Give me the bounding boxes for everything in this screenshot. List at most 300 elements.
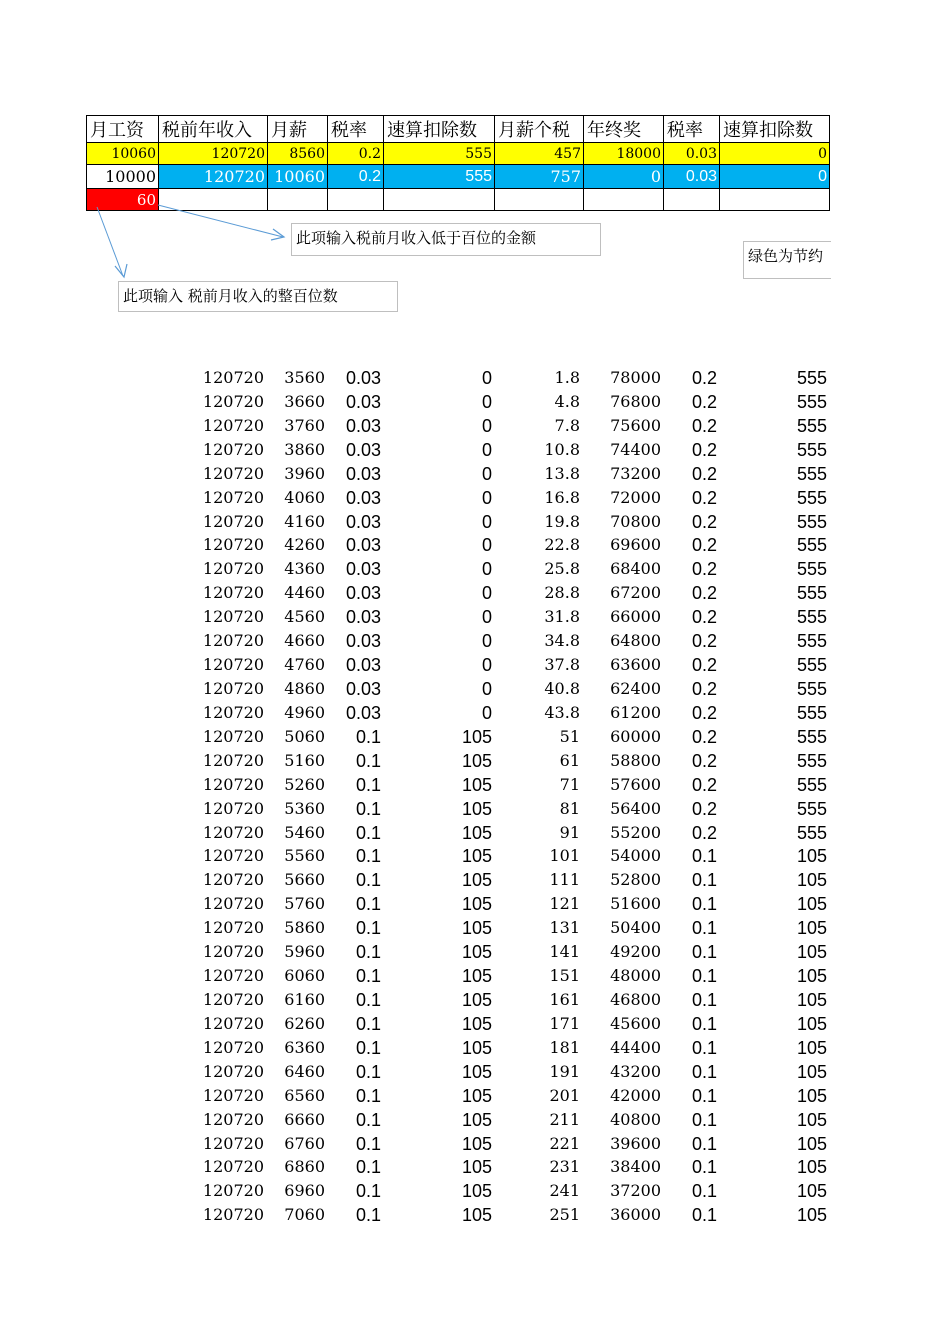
data-cell[interactable]: 120720	[202, 368, 264, 387]
data-cell[interactable]: 161	[549, 989, 580, 1009]
data-cell[interactable]: 101	[549, 846, 580, 866]
data-cell[interactable]: 120720	[202, 966, 264, 986]
data-cell[interactable]: 58800	[610, 750, 661, 770]
data-cell[interactable]: 43.8	[544, 702, 580, 722]
data-cell[interactable]: 105	[461, 1037, 492, 1058]
data-cell[interactable]: 171	[549, 1013, 580, 1033]
data-cell[interactable]: 555	[796, 511, 827, 532]
cell[interactable]: 10000	[87, 165, 159, 189]
data-cell[interactable]: 0.2	[691, 463, 717, 484]
data-cell[interactable]: 251	[549, 1205, 580, 1225]
data-cell[interactable]: 34.8	[544, 631, 580, 651]
data-cell[interactable]: 0	[481, 415, 492, 436]
data-cell[interactable]: 0.1	[355, 726, 381, 747]
data-cell[interactable]: 4060	[284, 487, 325, 507]
data-cell[interactable]: 0.03	[345, 487, 381, 508]
data-cell[interactable]: 105	[796, 1037, 827, 1058]
data-cell[interactable]: 4160	[284, 511, 325, 531]
data-cell[interactable]: 0	[481, 511, 492, 532]
data-cell[interactable]: 6960	[284, 1181, 325, 1201]
data-cell[interactable]: 105	[461, 966, 492, 987]
data-cell[interactable]: 40.8	[544, 678, 580, 698]
data-cell[interactable]: 0	[481, 678, 492, 699]
data-cell[interactable]: 0.1	[691, 918, 717, 939]
data-cell[interactable]: 111	[549, 870, 580, 890]
data-cell[interactable]: 0.2	[691, 822, 717, 843]
data-cell[interactable]: 5060	[284, 726, 325, 746]
data-cell[interactable]: 39600	[610, 1133, 661, 1153]
data-cell[interactable]: 6660	[284, 1109, 325, 1129]
data-cell[interactable]: 6560	[284, 1085, 325, 1105]
data-cell[interactable]: 211	[549, 1109, 580, 1129]
cell[interactable]: 0	[720, 165, 830, 189]
data-cell[interactable]: 181	[549, 1037, 580, 1057]
data-cell[interactable]: 555	[796, 487, 827, 508]
data-cell[interactable]: 3960	[284, 463, 325, 483]
data-cell[interactable]: 4660	[284, 631, 325, 651]
data-cell[interactable]: 71	[559, 774, 580, 794]
header-cell[interactable]: 速算扣除数	[384, 116, 495, 143]
data-cell[interactable]: 120720	[202, 583, 264, 603]
header-cell[interactable]: 年终奖	[584, 116, 664, 143]
data-cell[interactable]: 0.2	[691, 774, 717, 795]
cell[interactable]: 0	[584, 165, 664, 189]
data-cell[interactable]: 0.03	[345, 415, 381, 436]
data-cell[interactable]: 74400	[610, 439, 661, 459]
data-cell[interactable]: 231	[549, 1157, 580, 1177]
data-cell[interactable]: 42000	[610, 1085, 661, 1105]
data-cell[interactable]: 0.1	[355, 1037, 381, 1058]
data-cell[interactable]: 0.1	[691, 942, 717, 963]
data-cell[interactable]: 555	[796, 655, 827, 676]
data-cell[interactable]: 0.2	[691, 702, 717, 723]
data-cell[interactable]: 0.2	[691, 726, 717, 747]
data-cell[interactable]: 0.1	[355, 1157, 381, 1178]
data-cell[interactable]: 78000	[610, 368, 661, 387]
data-cell[interactable]: 120720	[202, 750, 264, 770]
data-cell[interactable]: 105	[796, 1181, 827, 1202]
data-cell[interactable]: 36000	[610, 1205, 661, 1225]
data-cell[interactable]: 60000	[610, 726, 661, 746]
data-cell[interactable]: 120720	[202, 559, 264, 579]
data-cell[interactable]: 6460	[284, 1061, 325, 1081]
header-cell[interactable]: 速算扣除数	[720, 116, 830, 143]
data-cell[interactable]: 105	[461, 774, 492, 795]
data-cell[interactable]: 105	[796, 989, 827, 1010]
data-cell[interactable]: 120720	[202, 726, 264, 746]
data-cell[interactable]: 105	[796, 870, 827, 891]
data-cell[interactable]: 67200	[610, 583, 661, 603]
data-cell[interactable]: 120720	[202, 1133, 264, 1153]
data-cell[interactable]: 0.03	[345, 631, 381, 652]
data-cell[interactable]: 0	[481, 463, 492, 484]
data-cell[interactable]: 0.1	[691, 989, 717, 1010]
data-cell[interactable]: 105	[461, 1061, 492, 1082]
data-cell[interactable]: 105	[796, 1133, 827, 1154]
data-cell[interactable]: 555	[796, 415, 827, 436]
data-cell[interactable]: 0	[481, 535, 492, 556]
cell[interactable]: 457	[495, 143, 584, 165]
data-cell[interactable]: 0.1	[691, 870, 717, 891]
data-cell[interactable]: 0.03	[345, 439, 381, 460]
data-cell[interactable]: 151	[549, 966, 580, 986]
data-cell[interactable]: 105	[461, 1085, 492, 1106]
data-cell[interactable]: 0	[481, 583, 492, 604]
data-cell[interactable]: 0.03	[345, 535, 381, 556]
data-cell[interactable]: 4360	[284, 559, 325, 579]
data-cell[interactable]: 120720	[202, 1037, 264, 1057]
data-cell[interactable]: 4860	[284, 678, 325, 698]
data-cell[interactable]: 105	[796, 1061, 827, 1082]
data-cell[interactable]: 0.2	[691, 439, 717, 460]
data-cell[interactable]: 0.1	[691, 1013, 717, 1034]
data-cell[interactable]: 37200	[610, 1181, 661, 1201]
data-cell[interactable]: 105	[461, 1157, 492, 1178]
data-cell[interactable]: 0.1	[355, 1061, 381, 1082]
data-cell[interactable]: 81	[559, 798, 580, 818]
data-cell[interactable]: 57600	[610, 774, 661, 794]
data-cell[interactable]: 62400	[610, 678, 661, 698]
data-cell[interactable]: 6160	[284, 989, 325, 1009]
data-cell[interactable]: 121	[549, 894, 580, 914]
data-cell[interactable]: 105	[461, 870, 492, 891]
data-cell[interactable]: 46800	[610, 989, 661, 1009]
data-cell[interactable]: 0.1	[691, 1181, 717, 1202]
data-cell[interactable]: 0.1	[355, 798, 381, 819]
data-cell[interactable]: 0.1	[355, 966, 381, 987]
data-cell[interactable]: 37.8	[544, 655, 580, 675]
data-cell[interactable]: 49200	[610, 942, 661, 962]
data-cell[interactable]: 105	[461, 822, 492, 843]
header-cell[interactable]: 月薪个税	[495, 116, 584, 143]
data-cell[interactable]: 0.03	[345, 391, 381, 412]
data-cell[interactable]: 31.8	[544, 607, 580, 627]
data-cell[interactable]: 141	[549, 942, 580, 962]
data-cell[interactable]: 105	[796, 1109, 827, 1130]
data-cell[interactable]: 191	[549, 1061, 580, 1081]
data-cell[interactable]: 555	[796, 822, 827, 843]
data-cell[interactable]: 16.8	[544, 487, 580, 507]
data-cell[interactable]: 120720	[202, 439, 264, 459]
cell[interactable]: 0.2	[328, 143, 384, 165]
data-cell[interactable]: 0.03	[345, 583, 381, 604]
data-cell[interactable]: 241	[549, 1181, 580, 1201]
data-cell[interactable]: 131	[549, 918, 580, 938]
data-cell[interactable]: 0.03	[345, 702, 381, 723]
header-cell[interactable]: 税前年收入	[159, 116, 268, 143]
data-cell[interactable]: 120720	[202, 702, 264, 722]
data-cell[interactable]: 105	[461, 894, 492, 915]
data-cell[interactable]: 0	[481, 607, 492, 628]
data-cell[interactable]: 105	[461, 798, 492, 819]
data-cell[interactable]: 66000	[610, 607, 661, 627]
data-cell[interactable]: 0.03	[345, 559, 381, 580]
data-cell[interactable]: 105	[796, 894, 827, 915]
data-cell[interactable]: 120720	[202, 1181, 264, 1201]
data-cell[interactable]: 69600	[610, 535, 661, 555]
data-cell[interactable]: 105	[461, 1205, 492, 1226]
data-cell[interactable]: 0.2	[691, 607, 717, 628]
data-cell[interactable]: 120720	[202, 1205, 264, 1225]
data-cell[interactable]: 105	[461, 750, 492, 771]
data-cell[interactable]: 120720	[202, 631, 264, 651]
data-cell[interactable]: 25.8	[544, 559, 580, 579]
data-cell[interactable]: 0.1	[355, 750, 381, 771]
data-cell[interactable]: 105	[796, 942, 827, 963]
data-cell[interactable]: 120720	[202, 918, 264, 938]
data-cell[interactable]: 0.2	[691, 487, 717, 508]
data-cell[interactable]: 0.1	[691, 1109, 717, 1130]
note-hundreds[interactable]: 此项输入 税前月收入的整百位数	[118, 281, 398, 312]
data-cell[interactable]: 105	[461, 1013, 492, 1034]
data-cell[interactable]: 0.2	[691, 511, 717, 532]
data-cell[interactable]: 13.8	[544, 463, 580, 483]
data-cell[interactable]: 555	[796, 678, 827, 699]
data-cell[interactable]: 120720	[202, 846, 264, 866]
data-cell[interactable]: 555	[796, 391, 827, 412]
data-cell[interactable]: 19.8	[544, 511, 580, 531]
data-cell[interactable]: 0.1	[355, 846, 381, 867]
data-cell[interactable]: 120720	[202, 989, 264, 1009]
data-cell[interactable]: 5360	[284, 798, 325, 818]
data-cell[interactable]: 0.1	[355, 774, 381, 795]
data-cell[interactable]: 105	[461, 846, 492, 867]
data-cell[interactable]: 0.1	[691, 1133, 717, 1154]
data-cell[interactable]: 105	[796, 918, 827, 939]
data-cell[interactable]: 64800	[610, 631, 661, 651]
data-cell[interactable]: 120720	[202, 1085, 264, 1105]
data-cell[interactable]: 105	[796, 1085, 827, 1106]
data-cell[interactable]: 5960	[284, 942, 325, 962]
data-cell[interactable]: 105	[796, 846, 827, 867]
data-cell[interactable]: 0.2	[691, 750, 717, 771]
data-cell[interactable]: 6260	[284, 1013, 325, 1033]
cell[interactable]: 0.03	[664, 143, 720, 165]
cell[interactable]: 120720	[159, 143, 268, 165]
data-cell[interactable]: 0.2	[691, 583, 717, 604]
data-cell[interactable]: 105	[461, 726, 492, 747]
data-cell[interactable]: 0	[481, 631, 492, 652]
data-cell[interactable]: 0.1	[691, 846, 717, 867]
data-cell[interactable]: 120720	[202, 774, 264, 794]
data-cell[interactable]: 50400	[610, 918, 661, 938]
data-cell[interactable]: 120720	[202, 511, 264, 531]
data-cell[interactable]: 120720	[202, 1061, 264, 1081]
data-cell[interactable]: 22.8	[544, 535, 580, 555]
data-cell[interactable]: 61	[559, 750, 580, 770]
data-cell[interactable]: 221	[549, 1133, 580, 1153]
data-cell[interactable]: 0.2	[691, 391, 717, 412]
data-cell[interactable]: 105	[796, 966, 827, 987]
data-cell[interactable]: 120720	[202, 391, 264, 411]
data-cell[interactable]: 120720	[202, 822, 264, 842]
header-cell[interactable]: 月薪	[268, 116, 328, 143]
data-cell[interactable]: 0	[481, 391, 492, 412]
data-cell[interactable]: 91	[559, 822, 580, 842]
data-cell[interactable]: 10.8	[544, 439, 580, 459]
data-cell[interactable]: 120720	[202, 1109, 264, 1129]
data-cell[interactable]: 105	[796, 1157, 827, 1178]
data-cell[interactable]: 0.2	[691, 655, 717, 676]
data-cell[interactable]: 120720	[202, 942, 264, 962]
data-cell[interactable]: 555	[796, 583, 827, 604]
cell[interactable]: 8560	[268, 143, 328, 165]
data-cell[interactable]: 555	[796, 702, 827, 723]
data-cell[interactable]: 0.2	[691, 368, 717, 388]
data-cell[interactable]: 5560	[284, 846, 325, 866]
cell[interactable]: 555	[384, 143, 495, 165]
data-cell[interactable]: 0.1	[355, 989, 381, 1010]
data-cell[interactable]: 105	[461, 1109, 492, 1130]
data-cell[interactable]: 0.03	[345, 511, 381, 532]
cell[interactable]: 555	[384, 165, 495, 189]
data-cell[interactable]: 0.2	[691, 535, 717, 556]
data-cell[interactable]: 0.1	[355, 1133, 381, 1154]
data-cell[interactable]: 73200	[610, 463, 661, 483]
data-cell[interactable]: 120720	[202, 535, 264, 555]
data-cell[interactable]: 63600	[610, 655, 661, 675]
data-cell[interactable]: 105	[796, 1013, 827, 1034]
data-cell[interactable]: 0	[481, 655, 492, 676]
data-cell[interactable]: 555	[796, 535, 827, 556]
data-cell[interactable]: 555	[796, 798, 827, 819]
data-cell[interactable]: 105	[461, 1181, 492, 1202]
header-cell[interactable]: 税率	[328, 116, 384, 143]
remainder-input-cell[interactable]: 60	[87, 189, 159, 211]
data-cell[interactable]: 555	[796, 439, 827, 460]
data-cell[interactable]: 6760	[284, 1133, 325, 1153]
data-cell[interactable]: 4260	[284, 535, 325, 555]
data-cell[interactable]: 5860	[284, 918, 325, 938]
cell[interactable]: 0.03	[664, 165, 720, 189]
data-cell[interactable]: 120720	[202, 415, 264, 435]
data-cell[interactable]: 54000	[610, 846, 661, 866]
data-cell[interactable]: 5460	[284, 822, 325, 842]
data-cell[interactable]: 68400	[610, 559, 661, 579]
data-cell[interactable]: 48000	[610, 966, 661, 986]
data-cell[interactable]: 0.1	[355, 1109, 381, 1130]
cell[interactable]: 0	[720, 143, 830, 165]
data-cell[interactable]: 40800	[610, 1109, 661, 1129]
cell[interactable]: 120720	[159, 165, 268, 189]
data-cell[interactable]: 120720	[202, 870, 264, 890]
data-cell[interactable]: 0.1	[355, 870, 381, 891]
cell[interactable]: 18000	[584, 143, 664, 165]
data-cell[interactable]: 0.1	[355, 942, 381, 963]
data-cell[interactable]: 0.2	[691, 559, 717, 580]
data-cell[interactable]: 0.1	[691, 1061, 717, 1082]
data-cell[interactable]: 120720	[202, 894, 264, 914]
data-cell[interactable]: 0.03	[345, 607, 381, 628]
data-cell[interactable]: 6360	[284, 1037, 325, 1057]
data-cell[interactable]: 0.1	[355, 1205, 381, 1226]
cell[interactable]: 757	[495, 165, 584, 189]
data-cell[interactable]: 0.1	[691, 1037, 717, 1058]
cell[interactable]: 10060	[87, 143, 159, 165]
data-cell[interactable]: 76800	[610, 391, 661, 411]
data-cell[interactable]: 3760	[284, 415, 325, 435]
data-cell[interactable]: 7.8	[554, 415, 580, 435]
data-cell[interactable]: 0.2	[691, 631, 717, 652]
data-cell[interactable]: 555	[796, 368, 827, 388]
data-cell[interactable]: 105	[461, 1133, 492, 1154]
cell[interactable]: 10060	[268, 165, 328, 189]
data-cell[interactable]: 0.2	[691, 678, 717, 699]
data-cell[interactable]: 3860	[284, 439, 325, 459]
data-cell[interactable]: 5760	[284, 894, 325, 914]
cell[interactable]: 0.2	[328, 165, 384, 189]
data-cell[interactable]: 0	[481, 368, 492, 388]
data-cell[interactable]: 0.1	[355, 894, 381, 915]
data-cell[interactable]: 5660	[284, 870, 325, 890]
data-cell[interactable]: 6060	[284, 966, 325, 986]
data-cell[interactable]: 4.8	[554, 391, 580, 411]
data-cell[interactable]: 120720	[202, 798, 264, 818]
data-cell[interactable]: 555	[796, 774, 827, 795]
data-cell[interactable]: 5260	[284, 774, 325, 794]
data-cell[interactable]: 0	[481, 487, 492, 508]
data-cell[interactable]: 0.1	[691, 1157, 717, 1178]
data-cell[interactable]: 0	[481, 559, 492, 580]
data-cell[interactable]: 0.1	[691, 966, 717, 987]
data-cell[interactable]: 51	[559, 726, 580, 746]
data-cell[interactable]: 120720	[202, 655, 264, 675]
data-cell[interactable]: 555	[796, 631, 827, 652]
data-cell[interactable]: 44400	[610, 1037, 661, 1057]
data-cell[interactable]: 1.8	[554, 368, 580, 387]
data-cell[interactable]: 201	[549, 1085, 580, 1105]
header-cell[interactable]: 税率	[664, 116, 720, 143]
data-cell[interactable]: 0.03	[345, 368, 381, 388]
data-cell[interactable]: 0.1	[355, 1013, 381, 1034]
data-cell[interactable]: 45600	[610, 1013, 661, 1033]
data-cell[interactable]: 0.03	[345, 655, 381, 676]
data-cell[interactable]: 120720	[202, 1013, 264, 1033]
data-cell[interactable]: 3560	[284, 368, 325, 387]
data-cell[interactable]: 105	[461, 918, 492, 939]
data-cell[interactable]: 55200	[610, 822, 661, 842]
data-cell[interactable]: 0.03	[345, 463, 381, 484]
data-cell[interactable]: 72000	[610, 487, 661, 507]
data-cell[interactable]: 61200	[610, 702, 661, 722]
data-cell[interactable]: 56400	[610, 798, 661, 818]
data-cell[interactable]: 70800	[610, 511, 661, 531]
data-cell[interactable]: 120720	[202, 678, 264, 698]
data-cell[interactable]: 5160	[284, 750, 325, 770]
data-cell[interactable]: 0.2	[691, 798, 717, 819]
data-cell[interactable]: 28.8	[544, 583, 580, 603]
data-cell[interactable]: 52800	[610, 870, 661, 890]
data-cell[interactable]: 555	[796, 607, 827, 628]
data-cell[interactable]: 0	[481, 439, 492, 460]
header-cell[interactable]: 月工资	[87, 116, 159, 143]
data-cell[interactable]: 38400	[610, 1157, 661, 1177]
data-cell[interactable]: 0	[481, 702, 492, 723]
data-cell[interactable]: 75600	[610, 415, 661, 435]
data-cell[interactable]: 0.03	[345, 678, 381, 699]
data-cell[interactable]: 4960	[284, 702, 325, 722]
data-cell[interactable]: 0.1	[355, 918, 381, 939]
note-green-savings[interactable]: 绿色为节约	[743, 241, 831, 279]
data-cell[interactable]: 0.2	[691, 415, 717, 436]
data-cell[interactable]: 0.1	[691, 894, 717, 915]
data-cell[interactable]: 105	[796, 1205, 827, 1226]
data-cell[interactable]: 4760	[284, 655, 325, 675]
data-cell[interactable]: 555	[796, 559, 827, 580]
data-cell[interactable]: 4560	[284, 607, 325, 627]
data-cell[interactable]: 7060	[284, 1205, 325, 1225]
data-cell[interactable]: 0.1	[355, 1085, 381, 1106]
